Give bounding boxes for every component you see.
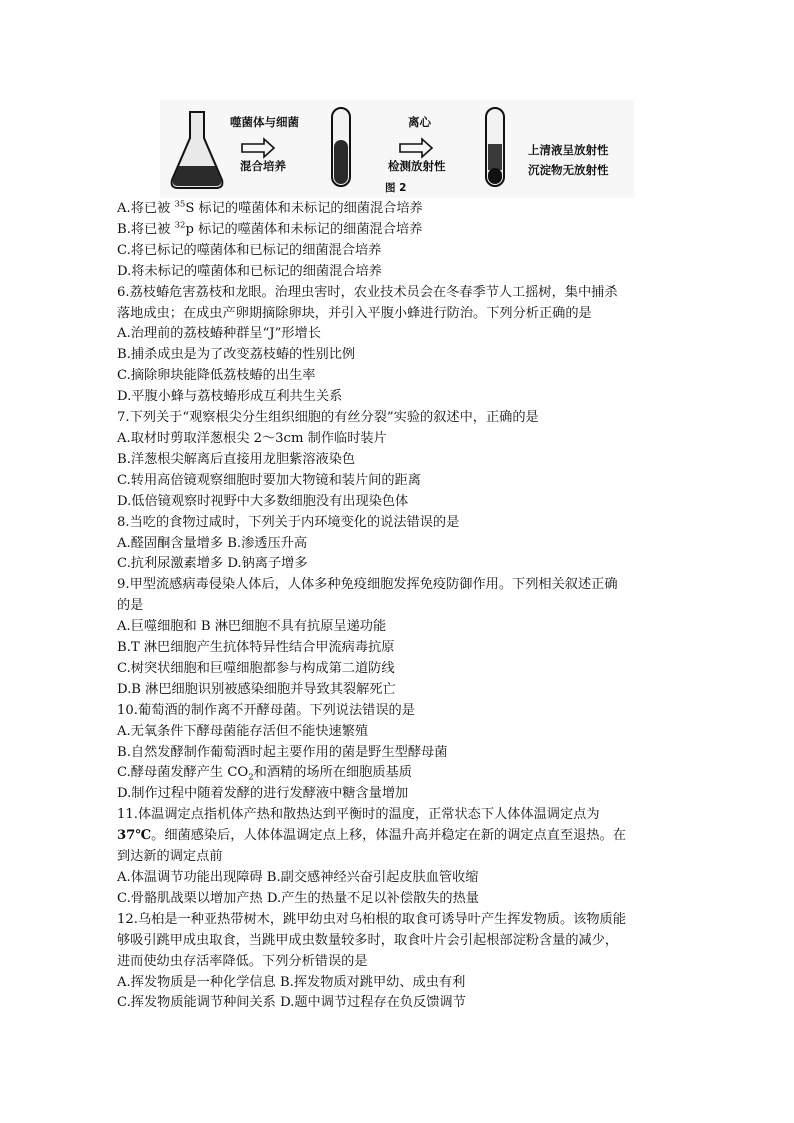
q6-option-c: C.摘除卵块能降低荔枝蝽的出生率 — [117, 368, 316, 384]
q10-option-a: A.无氧条件下酵母菌能存活但不能快速繁殖 — [117, 723, 369, 739]
q7-option-a: A.取材时剪取洋葱根尖 2～3cm 制作临时装片 — [117, 430, 387, 446]
q9-option-c: C.树突状细胞和巨噬细胞都参与构成第二道防线 — [117, 660, 395, 676]
q6-stem-line1: 6.荔枝蝽危害荔枝和龙眼。治理虫害时，农业技术员会在冬春季节人工摇树，集中捕杀 — [117, 284, 618, 300]
q10-stem: 10.葡萄酒的制作离不开酵母菌。下列说法错误的是 — [117, 702, 415, 718]
q11-stem-line1: 11.体温调定点指机体产热和散热达到平衡时的温度，正常状态下人体体温调定点为 — [117, 807, 600, 823]
step1-bottom-label: 混合培养 — [240, 159, 286, 173]
q10-option-c: C.酵母菌发酵产生 $CO_2$和酒精的场所在细胞质基质 — [117, 765, 412, 784]
q5-option-a: A.将已被 $^{35}$S 标记的噬菌体和未标记的细菌混合培养 — [117, 199, 423, 216]
q9-option-b: B.T 淋巴细胞产生抗体特异性结合甲流病毒抗原 — [117, 640, 395, 656]
arrow-right-icon — [400, 139, 432, 157]
q7-option-c: C.转用高倍镜观察细胞时要加大物镜和装片间的距离 — [117, 472, 421, 488]
q9-stem-line1: 9.甲型流感病毒侵染人体后，人体多种免疫细胞发挥免疫防御作用。下列相关叙述正确 — [117, 577, 618, 593]
q5-option-c: C.将已标记的噬菌体和已标记的细菌混合培养 — [117, 242, 382, 258]
step2-bottom-label: 检测放射性 — [388, 159, 446, 173]
test-tube-icon — [486, 108, 504, 186]
q12-stem-line1: 12.乌桕是一种亚热带树木，跳甲幼虫对乌桕根的取食可诱导叶产生挥发物质。该物质能 — [117, 911, 626, 927]
q11-options-cd: C.骨骼肌战栗以增加产热 D.产生的热量不足以补偿散失的热量 — [117, 890, 479, 906]
q7-option-b: B.洋葱根尖解离后直接用龙胆紫溶液染色 — [117, 451, 356, 467]
result-line1: 上清液呈放射性 — [528, 143, 609, 157]
q9-option-d: D.B 淋巴细胞识别被感染细胞并导致其裂解死亡 — [117, 681, 396, 697]
flask-icon — [172, 112, 223, 188]
arrow-right-icon — [242, 139, 274, 157]
q12-stem-line2: 够吸引跳甲成虫取食，当跳甲成虫数量较多时，取食叶片会引起根部淀粉含量的减少， — [117, 932, 619, 948]
figure-caption: 图 2 — [385, 182, 407, 194]
q10-option-d: D.制作过程中随着发酵的进行发酵液中糖含量增加 — [117, 786, 409, 802]
step2-top-label: 离心 — [408, 115, 431, 129]
q6-stem-line2: 落地成虫；在成虫产卵期摘除卵块，并引入平腹小蜂进行防治。下列分析正确的是 — [117, 305, 592, 321]
q8-options-cd: C.抗利尿激素增多 D.钠离子增多 — [117, 556, 308, 572]
q12-options-cd: C.挥发物质能调节种间关系 D.题中调节过程存在负反馈调节 — [117, 995, 466, 1011]
q9-stem-line2: 的是 — [117, 598, 144, 614]
question-content — [117, 199, 687, 1014]
q11-stem-line3: 到达新的调定点前 — [117, 849, 223, 865]
q11-options-ab: A.体温调节功能出现障碍 B.副交感神经兴奋引起皮肤血管收缩 — [117, 870, 479, 885]
q11-stem-line2: 37℃。细菌感染后，人体体温调定点上移，体温升高并稳定在新的调定点直至退热。在 — [117, 828, 626, 844]
q8-options-ab: A.醛固酮含量增多 B.渗透压升高 — [117, 535, 308, 551]
q8-stem: 8.当吃的食物过咸时，下列关于内环境变化的说法错误的是 — [117, 514, 460, 530]
q7-stem: 7.下列关于“观察根尖分生组织细胞的有丝分裂”实验的叙述中，正确的是 — [117, 410, 539, 426]
experiment-figure — [160, 100, 634, 198]
q10-option-b: B.自然发酵制作葡萄酒时起主要作用的菌是野生型酵母菌 — [117, 744, 448, 760]
q6-option-b: B.捕杀成虫是为了改变荔枝蝽的性别比例 — [117, 347, 356, 363]
q5-option-b: B.将已被 $^{32}$p 标记的噬菌体和未标记的细菌混合培养 — [117, 220, 423, 237]
q9-option-a: A.巨噬细胞和 B 淋巴细胞不具有抗原呈递功能 — [117, 619, 387, 635]
result-line2: 沉淀物无放射性 — [528, 163, 609, 177]
q12-stem-line3: 进而使幼虫存活率降低。下列分析错误的是 — [117, 953, 368, 969]
q7-option-d: D.低倍镜观察时视野中大多数细胞没有出现染色体 — [117, 493, 409, 509]
q6-option-a: A.治理前的荔枝蝽种群呈“J”形增长 — [117, 326, 321, 342]
q5-option-d: D.将未标记的噬菌体和已标记的细菌混合培养 — [117, 263, 382, 279]
q6-option-d: D.平腹小蜂与荔枝蝽形成互利共生关系 — [117, 389, 343, 405]
test-tube-icon — [332, 108, 350, 186]
q12-options-ab: A.挥发物质是一种化学信息 B.挥发物质对跳甲幼、成虫有利 — [117, 974, 466, 990]
step1-top-label: 噬菌体与细菌 — [230, 115, 299, 129]
